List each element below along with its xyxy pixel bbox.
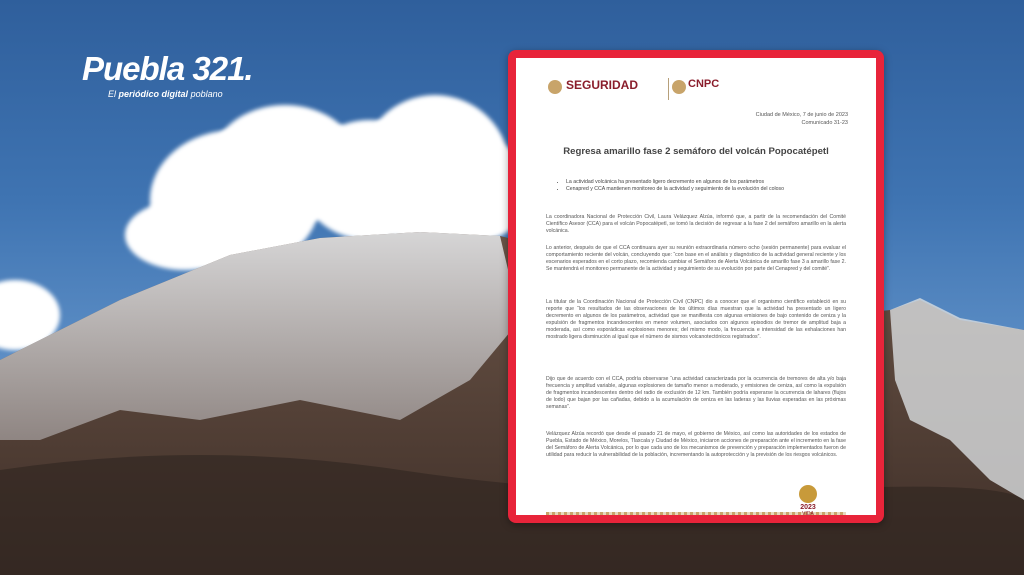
brand-name: Puebla 321. — [82, 50, 253, 87]
paragraph: Lo anterior, después de que el CCA continuara ayer su reunión extraordinaria número ocho (sesión permanente) para evaluar el comportamiento reciente del volcán, concluyendo que: “con base en el análisis y diagnóstico de la actividad general reciente y los escenarios esperados en el corto plazo, recomienda cambiar el Semáforo de Alerta Volcánica de amarillo fase 3 a amarillo fase 2. Se mantendrá el monitoreo permanente de la actividad y seguimiento de su evolución por parte del Cenapred y del comité”. — [546, 245, 846, 272]
communique-number: Comunicado 31-23 — [801, 120, 848, 126]
year-badge — [788, 485, 828, 515]
bullet-item: • La actividad volcánica ha presentado ligero decremento en algunos de los parámetros — [566, 179, 846, 186]
document-header — [552, 74, 742, 108]
paragraph: Dijo que de acuerdo con el CCA, podría observarse “una actividad caracterizada por la ocurrencia de tremores de alta y/o baja frecuencia y amplitud variable, algunas explosiones de tamaño menor a moderado, y emisiones de ceniza, así como la expulsión de fragmentos incandescentes dentro del radio de exclusión de 12 km. También podría esperarse la ocurrencia de lahares (flujos de lodo) que bajan por las cañadas, debido a la acumulación de ceniza en las laderas y las lluvias esperadas en las próximas semanas”. — [546, 376, 846, 410]
tagline-prefix: El — [108, 89, 117, 99]
cnpc-emblem-icon — [672, 80, 686, 94]
paragraph: Velázquez Alzúa recordó que desde el pasado 21 de mayo, el gobierno de México, así como las autoridades de los estados de Puebla, Estado de México, Morelos, Tlaxcala y Ciudad de México, iniciaron acciones de preparación ante el incremento en la fase del Semáforo de Alerta Volcánica, por lo que cada uno de los mecanismos de prevención y preparación implementados fueron de utilidad para reducir la vulnerabilidad de la población, incrementando la autoprotección y la previsión de los riesgos volcánicos. — [546, 431, 846, 458]
brand-logo — [82, 52, 253, 99]
francisco-villa-badge-icon — [799, 485, 817, 503]
year-badge-sub: VIDA — [802, 511, 814, 515]
org-seguridad: SEGURIDAD — [566, 78, 639, 92]
brand-tagline — [108, 89, 253, 99]
header-divider — [668, 78, 669, 100]
tagline-suffix: poblano — [190, 89, 223, 99]
paragraph: La titular de la Coordinación Nacional de Protección Civil (CNPC) dio a conocer que el organismo científico estableció en su reporte que “los resultados de las observaciones de los últimos días muestran que la actividad ha presentado un ligero decremento en algunos de los parámetros, actividad que se manifiesta con algunas emisiones de bajo contenido de ceniza y la expulsión de fragmentos incandescentes en menor volumen, asociados con algunos episodios de tremor de amplitud baja a moderada, así como esporádicas explosiones menores; del mismo modo, la frecuencia e intensidad de las exhalaciones han mostrado ligera disminución al igual que el número de sismos volcanotectónicos registrados”. — [546, 299, 846, 340]
document-title: Regresa amarillo fase 2 semáforo del volcán Popocatépetl — [563, 146, 829, 157]
tagline-bold: periódico digital — [118, 89, 189, 99]
year-badge-year: 2023 — [800, 504, 816, 511]
press-release-document — [516, 58, 876, 515]
paragraph: La coordinadora Nacional de Protección Civil, Laura Velázquez Alzúa, informó que, a partir de la recomendación del Comité Científico Asesor (CCA) para el volcán Popocatépetl, se tomó la decisión de regresar a la fase 2 del semáforo amarillo en la alerta volcánica. — [546, 214, 846, 234]
document-frame — [508, 50, 884, 523]
bullet-item: • Cenapred y CCA mantienen monitoreo de la actividad y seguimiento de la evolución del coloso — [566, 186, 846, 193]
place-date: Ciudad de México, 7 de junio de 2023 — [755, 112, 848, 118]
document-meta — [756, 111, 848, 127]
summary-bullets — [558, 179, 846, 193]
org-cnpc: CNPC — [688, 78, 720, 90]
mexico-coat-of-arms-icon — [548, 80, 562, 94]
